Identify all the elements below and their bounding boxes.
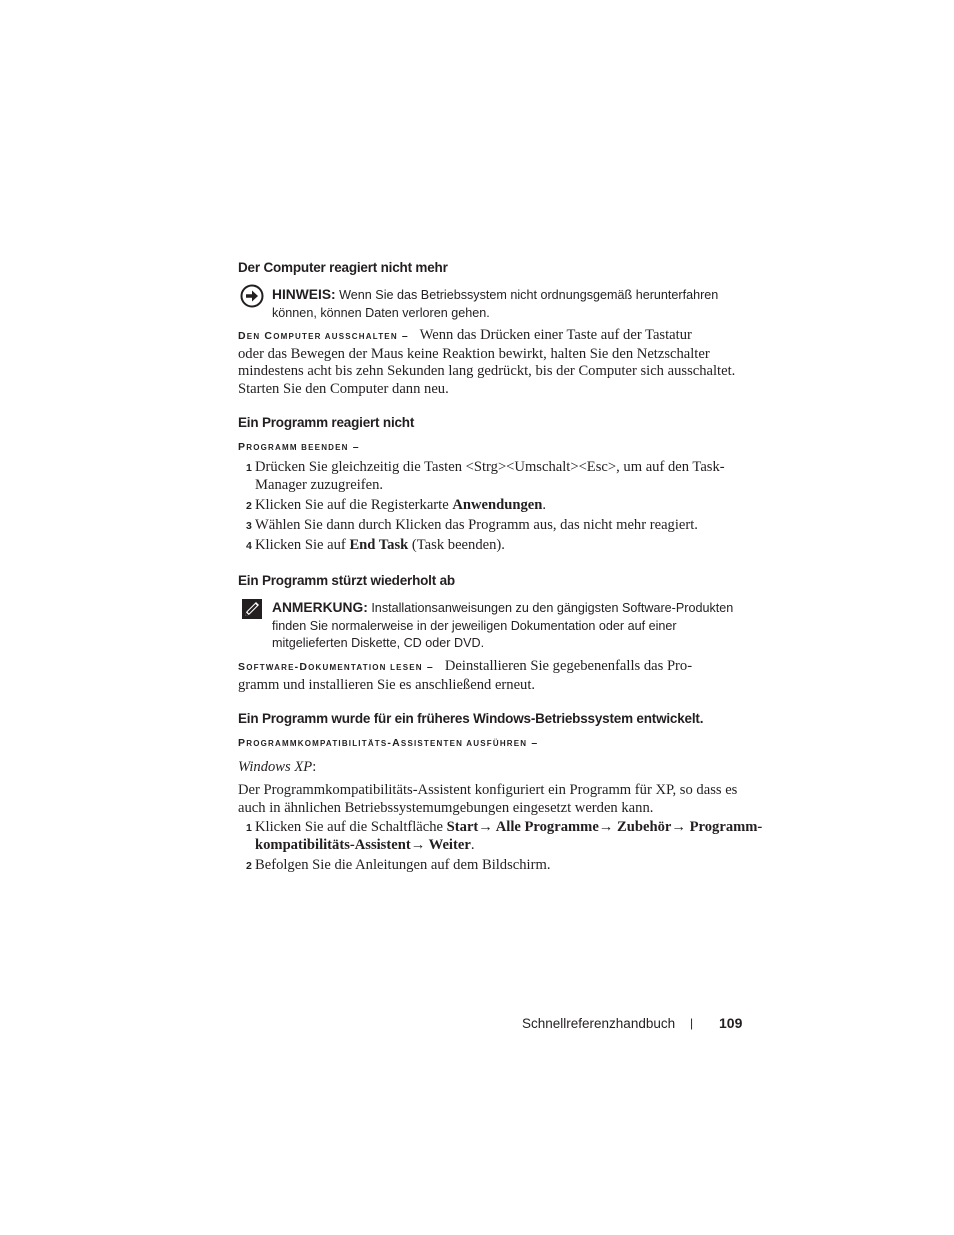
heading-program-crashes: Ein Programm stürzt wiederholt ab xyxy=(238,573,455,588)
applications-tab-label: Anwendungen xyxy=(452,497,543,513)
page-number: 109 xyxy=(719,1015,743,1031)
notice-text-line2: können, können Daten verloren gehen. xyxy=(272,305,490,320)
compat-wizard-label-part2: kompatibilitäts-Assistent xyxy=(255,836,411,853)
software-docs-line2: gramm und installieren Sie es anschließend erneut. xyxy=(238,676,536,693)
windows-xp-label xyxy=(238,759,738,777)
notice-text-line1: Wenn Sie das Betriebssystem nicht ordnungsgemäß herunterfahren xyxy=(339,288,719,302)
step-1-line1: Drücken Sie gleichzeitig die Tasten <Strg><Umschalt><Esc>, um auf den Task- xyxy=(255,459,725,475)
step-2-text: Klicken Sie auf die Registerkarte xyxy=(255,497,453,513)
pencil-note-icon xyxy=(241,598,263,620)
shutdown-line2: oder das Bewegen der Maus keine Reaktion bewirkt, halten Sie den Netzschalter xyxy=(238,345,710,362)
heading-program-not-responding: Ein Programm reagiert nicht xyxy=(238,415,415,430)
step-2-end: . xyxy=(542,497,547,513)
compat-wizard-label-part1: Programm- xyxy=(685,819,763,835)
arrow-icon: → xyxy=(671,819,686,835)
end-program-lead: PROGRAMM BEENDEN – xyxy=(238,441,360,453)
footer-separator: | xyxy=(690,1016,694,1030)
step-number: 3 xyxy=(246,520,252,532)
compat-line2: auch in ähnlichen Betriebssystemumgebungen eingesetzt werden kann. xyxy=(238,799,654,816)
notice-label: HINWEIS: xyxy=(272,287,336,302)
shutdown-lead: DEN COMPUTER AUSSCHALTEN – xyxy=(238,330,409,342)
heading-computer-not-responding: Der Computer reagiert nicht mehr xyxy=(238,260,448,275)
footer-title: Schnellreferenzhandbuch xyxy=(522,1016,676,1031)
windows-xp-colon: : xyxy=(312,759,317,775)
note-text-line1: Installationsanweisungen zu den gängigsten Software-Produkten xyxy=(371,601,734,615)
compat-step-1-text: Klicken Sie auf die Schaltfläche xyxy=(255,819,447,835)
note-text-line3: mitgelieferten Diskette, CD oder DVD. xyxy=(272,636,485,650)
step-number: 2 xyxy=(246,500,252,512)
accessories-label: Zubehör xyxy=(613,819,672,835)
all-programs-label: Alle Programme xyxy=(492,819,599,835)
step-3-text: Wählen Sie dann durch Klicken das Programm aus, das nicht mehr reagiert. xyxy=(255,517,698,533)
notice-arrow-icon xyxy=(240,284,264,308)
list-item xyxy=(255,517,735,535)
software-docs-lead: SOFTWARE-DOKUMENTATION LESEN – xyxy=(238,661,434,673)
heading-program-older-windows: Ein Programm wurde für ein früheres Windows-Betriebssystem entwickelt. xyxy=(238,711,704,726)
compat-paragraph xyxy=(238,782,738,817)
shutdown-line4: Starten Sie den Computer dann neu. xyxy=(238,380,449,397)
list-item xyxy=(255,537,735,555)
step-1-line2: Manager zuzugreifen. xyxy=(255,476,384,493)
arrow-icon: → xyxy=(410,836,426,853)
end-task-label: End Task xyxy=(349,537,409,553)
compat-wizard-lead: PROGRAMMKOMPATIBILITÄTS-ASSISTENTEN AUSFÜHREN – xyxy=(238,737,539,749)
compat-step-1-end: . xyxy=(470,836,475,853)
shutdown-line1: Wenn das Drücken einer Taste auf der Tastatur xyxy=(419,327,692,343)
software-docs-paragraph xyxy=(238,658,738,694)
step-number: 1 xyxy=(246,822,252,834)
list-item xyxy=(255,857,735,875)
step-number: 2 xyxy=(246,860,252,872)
next-label: Weiter xyxy=(425,836,471,853)
list-item xyxy=(255,497,735,515)
start-label: Start xyxy=(446,819,479,835)
step-4-end: (Task beenden). xyxy=(408,537,505,553)
compat-step-2-text: Befolgen Sie die Anleitungen auf dem Bildschirm. xyxy=(255,857,551,873)
shutdown-line3: mindestens acht bis zehn Sekunden lang gedrückt, bis der Computer sich ausschaltet. xyxy=(238,363,736,379)
compat-line1: Der Programmkompatibilitäts-Assistent konfiguriert ein Programm für XP, so dass es xyxy=(238,782,738,798)
step-number: 1 xyxy=(246,462,252,474)
arrow-icon: → xyxy=(598,819,614,835)
step-4-text: Klicken Sie auf xyxy=(255,537,350,553)
note-block xyxy=(272,599,742,653)
arrow-icon: → xyxy=(478,819,493,835)
step-number: 4 xyxy=(246,540,252,552)
shutdown-paragraph xyxy=(238,327,738,398)
note-text-line2: finden Sie normalerweise in der jeweiligen Dokumentation oder auf einer xyxy=(272,618,677,633)
notice-block xyxy=(272,286,742,322)
list-item xyxy=(255,819,763,854)
windows-xp-text: Windows XP xyxy=(238,759,313,775)
software-docs-line1: Deinstallieren Sie gegebenenfalls das Pro- xyxy=(444,658,693,674)
list-item xyxy=(255,459,735,494)
note-label: ANMERKUNG: xyxy=(272,600,368,615)
